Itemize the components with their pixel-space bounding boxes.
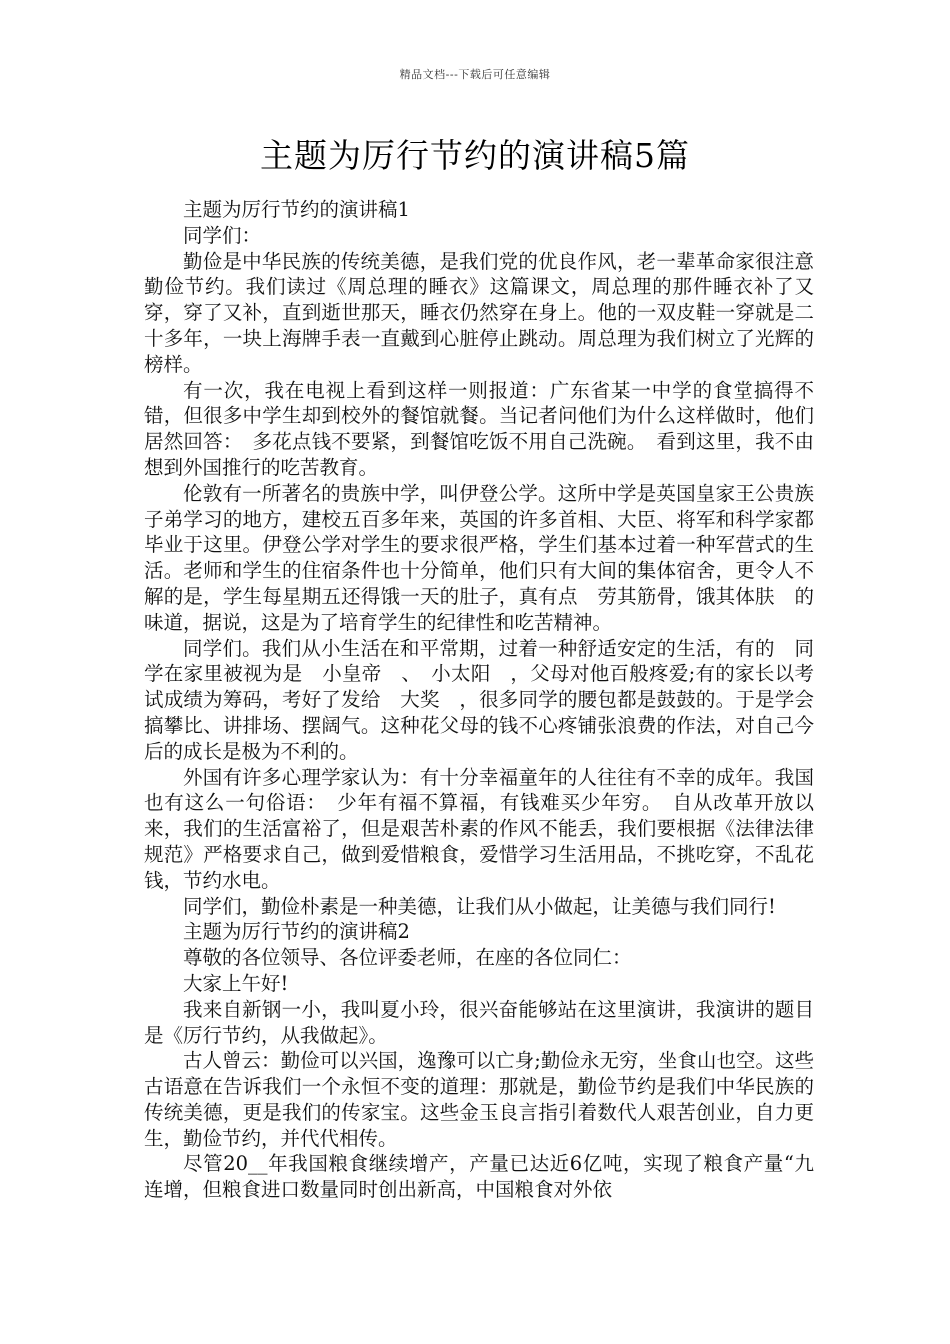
greeting: 大家上午好!	[183, 971, 289, 995]
paragraph: 同学们。我们从小生活在和平常期，过着一种舒适安定的生活，有的 同学在家里被视为是 小皇帝 、 小太阳 ，父母对他百般疼爱;有的家长以考试成绩为筹码，考好了发给 大奖 ，很多同学的腰包都是鼓鼓的。于是学会搞攀比、讲排场、摆阔气。这种花父母的钱不心疼铺张浪费的作法，对自己今后的成长是极为不利的。	[144, 636, 814, 763]
paragraph: 尽管20__年我国粮食继续增产，产量已达近6亿吨，实现了粮食产量“九连增，但粮食进口数量同时创出新高，中国粮食对外依	[144, 1152, 814, 1202]
paragraph: 我来自新钢一小，我叫夏小玲，很兴奋能够站在这里演讲，我演讲的题目是《厉行节约，从我做起》。	[144, 997, 814, 1047]
salutation: 同学们：	[183, 223, 262, 247]
document-body	[144, 197, 814, 1203]
document-title: 主题为厉行节约的演讲稿5篇	[260, 136, 690, 175]
paragraph: 有一次，我在电视上看到这样一则报道：广东省某一中学的食堂搞得不错，但很多中学生却到校外的餐馆就餐。当记者问他们为什么这样做时，他们居然回答： 多花点钱不要紧，到餐馆吃饭不用自己洗碗。 看到这里，我不由想到外国推行的吃苦教育。	[144, 378, 814, 479]
paragraph: 外国有许多心理学家认为：有十分幸福童年的人往往有不幸的成年。我国也有这么一句俗语： 少年有福不算福，有钱难买少年穷。 自从改革开放以来，我们的生活富裕了，但是艰苦朴素的作风不能丢，我们要根据《法律法律规范》严格要求自己，做到爱惜粮食，爱惜学习生活用品，不挑吃穿，不乱花钱，节约水电。	[144, 765, 814, 892]
paragraph: 同学们，勤俭朴素是一种美德，让我们从小做起，让美德与我们同行!	[183, 894, 776, 918]
paragraph: 勤俭是中华民族的传统美德，是我们党的优良作风，老一辈革命家很注意勤俭节约。我们读过《周总理的睡衣》这篇课文，周总理的那件睡衣补了又穿，穿了又补，直到逝世那天，睡衣仍然穿在身上。他的一双皮鞋一穿就是二十多年，一块上海牌手表一直戴到心脏停止跳动。周总理为我们树立了光辉的榜样。	[144, 249, 814, 376]
salutation: 尊敬的各位领导、各位评委老师，在座的各位同仁：	[183, 946, 632, 970]
section-heading-2: 主题为厉行节约的演讲稿2	[183, 920, 410, 944]
paragraph: 古人曾云：勤俭可以兴国，逸豫可以亡身;勤俭永无穷，坐食山也空。这些古语意在告诉我们一个永恒不变的道理：那就是，勤俭节约是我们中华民族的传统美德，更是我们的传家宝。这些金玉良言指引着数代人艰苦创业，自力更生，勤俭节约，并代代相传。	[144, 1049, 814, 1150]
paragraph: 伦敦有一所著名的贵族中学，叫伊登公学。这所中学是英国皇家王公贵族子弟学习的地方，建校五百多年来，英国的许多首相、大臣、将军和科学家都毕业于这里。伊登公学对学生的要求很严格，学生们基本过着一种军营式的生活。老师和学生的住宿条件也十分简单，他们只有大间的集体宿舍，更令人不解的是，学生每星期五还得饿一天的肚子，真有点 劳其筋骨，饿其体肤 的味道，据说，这是为了培育学生的纪律性和吃苦精神。	[144, 481, 814, 634]
section-heading-1: 主题为厉行节约的演讲稿1	[183, 198, 410, 221]
header-note: 精品文档---下载后可任意编辑	[399, 68, 551, 81]
